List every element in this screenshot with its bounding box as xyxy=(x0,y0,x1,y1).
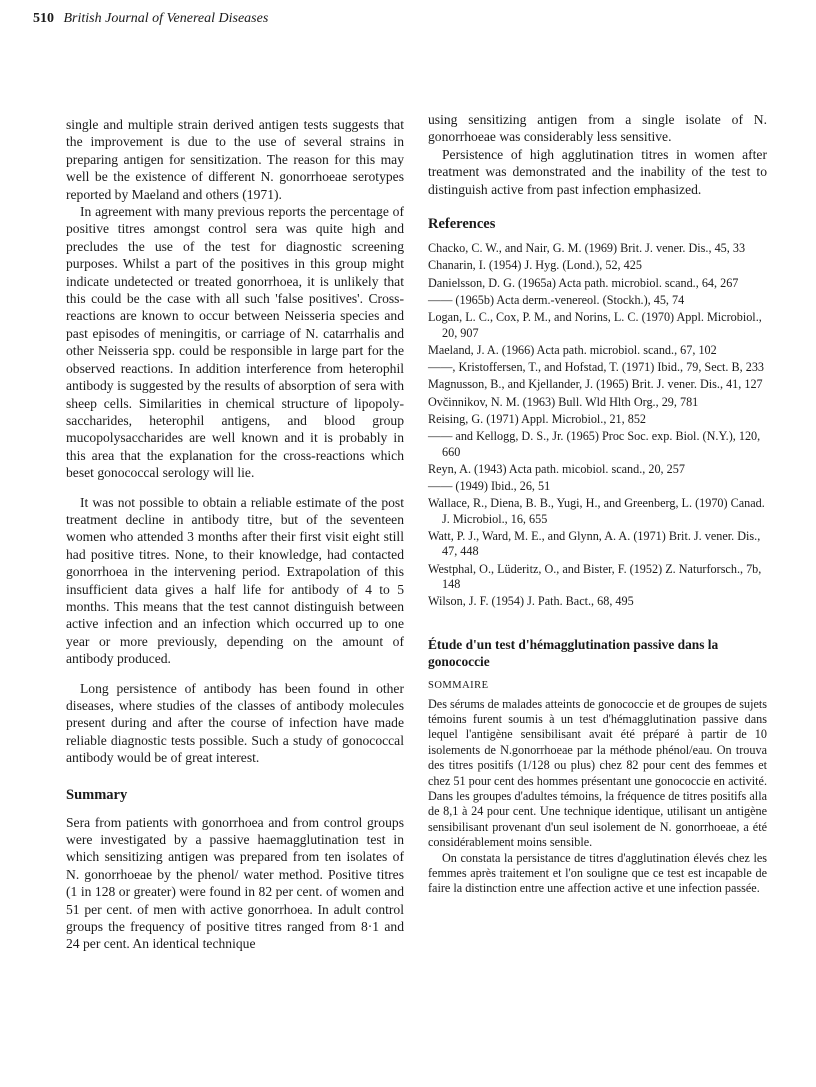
summary-paragraph: Sera from patients with gonorrhoea and from control groups were investigated by a passive haemagglutination test in which sensitizing antigen was prepared from ten isolates of N. gonorrhoeae by the phenol/ water method. Positive titres (1 in 128 or greater) were found in 82 per cent. of women and 51 per cent. of men with active gonorrhoea. In adult control groups the frequency of positive titres ranged from 8·1 and 24 per cent. An identical technique xyxy=(66,814,404,952)
reference-list xyxy=(428,241,767,610)
reference-item: Westphal, O., Lüderitz, O., and Bister, F. (1952) Z. Naturforsch., 7b, 148 xyxy=(428,561,762,591)
running-header xyxy=(33,11,268,27)
summary-paragraph-2: Persistence of high agglutination titres in women after treatment was demonstrated and the inability of the test to distinguish active from past infection emphasized. xyxy=(428,146,767,197)
discussion-paragraph-4: Long persistence of antibody has been found in other diseases, where studies of the classes of antibody molecules present during and after the course of infection have made reliable diagnostic tests possible. Such a study of gonococcal antibody would be of great interest. xyxy=(66,680,404,766)
reference-item: Ovčinnikov, N. M. (1963) Bull. Wld Hlth Org., 29, 781 xyxy=(428,394,699,409)
reference-item: Watt, P. J., Ward, M. E., and Glynn, A. A. (1971) Brit. J. vener. Dis., 47, 448 xyxy=(428,529,761,559)
french-summary-title: Étude d'un test d'hémagglutination passive dans la gonococcie xyxy=(428,636,719,669)
reference-item: Wallace, R., Diena, B. B., Yugi, H., and Greenberg, L. (1970) Canad. J. Microbiol., 16, 655 xyxy=(428,496,765,526)
reference-item: Chanarin, I. (1954) J. Hyg. (Lond.), 52, 425 xyxy=(428,258,642,273)
sommaire-label: SOMMAIRE xyxy=(428,679,489,691)
discussion-paragraph-1: single and multiple strain derived antigen tests suggests that the improvement is due to the use of several strains in preparing antigen for sensitization. The reason for this may well be the existence of different N. gonorrhoeae serotypes reported by Maeland and others (1971). xyxy=(66,117,404,202)
reference-item: Wilson, J. F. (1954) J. Path. Bact., 68, 495 xyxy=(428,594,634,609)
reference-item: Reising, G. (1971) Appl. Microbiol., 21, 852 xyxy=(428,412,647,426)
journal-title: British Journal of Venereal Diseases xyxy=(63,11,269,26)
reference-item: ——, Kristoffersen, T., and Hofstad, T. (1971) Ibid., 79, Sect. B, 233 xyxy=(428,360,765,375)
reference-item: Logan, L. C., Cox, P. M., and Norins, L. C. (1970) Appl. Microbiol., 20, 907 xyxy=(428,310,762,340)
discussion-paragraph-2: In agreement with many previous reports the percentage of positive titres amongst control sera was quite high and precludes the use of the test for diagnostic screening purposes. Whilst a part of the positives in this group might indicate undetected or treated gonorrhoea, it is unlikely that this could be the case with all such 'false positives'. Cross-reactions are known to occur between Neisseria species and past episodes of meningitis, or carriage of N. catarrhalis and other Neisseria spp. could be responsible in large part for the observed reactions. In addition interference from heterophil antibody is suggested by the results of absorption of sera with sheep cells. Similarities in chemical structure of lipopoly-saccharides, heterophil antigens, and blood group mucopolysaccharides are well known and it is probably in this area that the explanation for the cross-reactions which beset gonococcal serology will lie. xyxy=(66,204,404,481)
reference-item: Danielsson, D. G. (1965a) Acta path. microbiol. scand., 64, 267 xyxy=(428,275,739,290)
reference-item: Magnusson, B., and Kjellander, J. (1965) Brit. J. vener. Dis., 41, 127 xyxy=(428,377,763,392)
reference-item: —— (1965b) Acta derm.-venereol. (Stockh.), 45, 74 xyxy=(428,292,685,307)
discussion-paragraph-3: It was not possible to obtain a reliable estimate of the post treatment decline in antibody titre, but of the seventeen women who attended 3 months after their first visit eight still had positive titres. None, to their knowledge, had contacted gonorrhoea in the intervening period. Extrapolation of this insufficient data gives a half life for antibody of 4 to 5 months. This means that the test cannot distinguish between active infection and an infection which occurred up to one year or more previously, depending on the amount of antibody produced. xyxy=(66,494,404,667)
reference-item: Reyn, A. (1943) Acta path. micobiol. scand., 20, 257 xyxy=(428,461,685,476)
right-column xyxy=(428,111,767,897)
reference-item: —— (1949) Ibid., 26, 51 xyxy=(428,479,551,494)
reference-item: Chacko, C. W., and Nair, G. M. (1969) Brit. J. vener. Dis., 45, 33 xyxy=(428,241,746,256)
reference-item: Maeland, J. A. (1966) Acta path. microbiol. scand., 67, 102 xyxy=(428,342,717,357)
left-column xyxy=(66,116,404,953)
summary-heading: Summary xyxy=(66,786,128,803)
reference-item: —— and Kellogg, D. S., Jr. (1965) Proc Soc. exp. Biol. (N.Y.), 120, 660 xyxy=(428,429,761,459)
summary-continuation: using sensitizing antigen from a single isolate of N. gonorrhoeae was considerably less sensitive. xyxy=(428,112,767,145)
page-number: 510 xyxy=(33,11,54,26)
french-paragraph-1: Des sérums de malades atteints de gonococcie et de groupes de sujets témoins furent soumis à un test d'hémagglutination passive dans lequel l'antigène sensibilisant avait été préparé à partir de 10 isolements de N.gonorrhoeae par la méthode phénol/eau. On trouva des titres positifs (1/128 ou plus) chez 82 pour cent des femmes et chez 51 pour cent des hommes présentant une gonococcie en activité. Dans les groupes d'adultes témoins, la fréquence de titres positifs alla de 8,1 à 24 pour cent. Une technique identique, utilisant un antigène sensibilisant provenant d'un seul isolement de N. gonorrhoeae, a été considérablement moins sensible. xyxy=(428,696,767,850)
references-heading: References xyxy=(428,216,496,233)
french-paragraph-2: On constata la persistance de titres d'agglutination élevés chez les femmes après traitement et l'on souligne que ce test est incapable de faire la distinction entre une affection active et une infection passée. xyxy=(428,850,767,896)
